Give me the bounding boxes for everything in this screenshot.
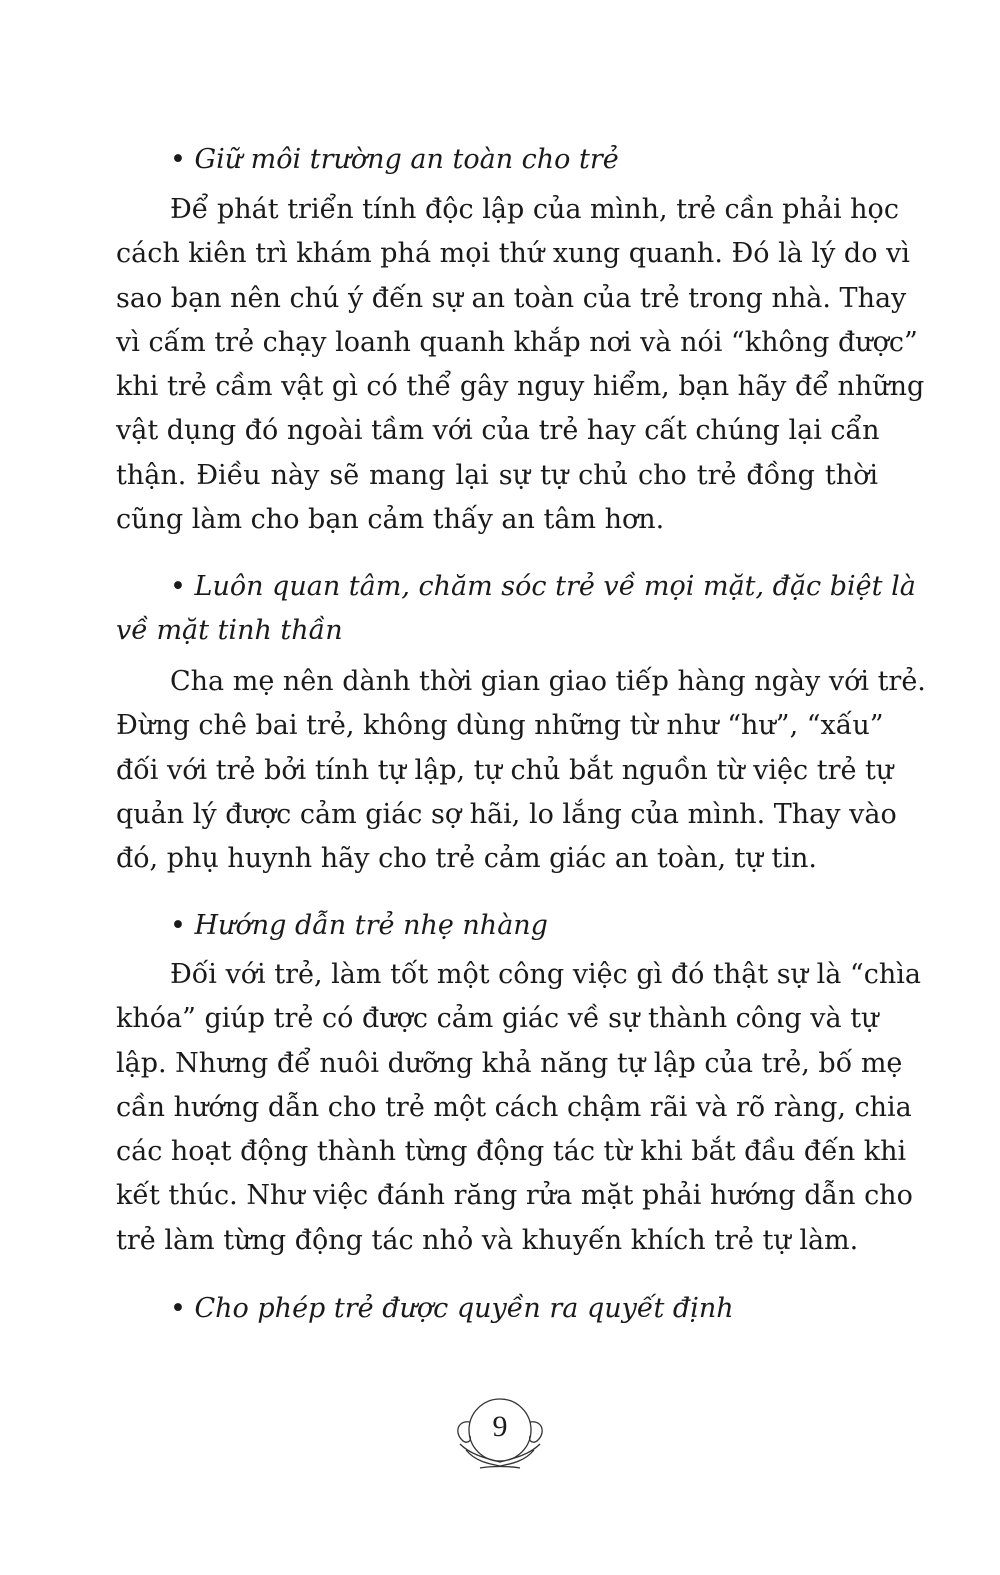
paragraph-line: cách kiên trì khám phá mọi thứ xung quanh. Đó là lý do vì	[116, 238, 910, 270]
paragraph-line: cũng làm cho bạn cảm thấy an tâm hơn.	[116, 504, 665, 536]
paragraph-1	[116, 188, 925, 542]
paragraph-line: Cha mẹ nên dành thời gian giao tiếp hàng ngày với trẻ.	[170, 666, 926, 697]
page-number-text: 9	[492, 1410, 508, 1443]
paragraph-3	[116, 953, 921, 1263]
page-number	[440, 1392, 560, 1472]
paragraph-2	[116, 660, 926, 881]
paragraph-line: đối với trẻ bởi tính tự lập, tự chủ bắt nguồn từ việc trẻ tự	[116, 754, 894, 786]
paragraph-line: Để phát triển tính độc lập của mình, trẻ cần phải học	[170, 194, 899, 225]
paragraph-line: kết thúc. Như việc đánh răng rửa mặt phải hướng dẫn cho	[116, 1180, 913, 1212]
paragraph-line: khóa” giúp trẻ có được cảm giác về sự thành công và tự	[116, 1003, 879, 1035]
heading-1	[116, 138, 878, 182]
heading-2	[116, 565, 916, 654]
paragraph-line: thận. Điều này sẽ mang lại sự tự chủ cho trẻ đồng thời	[116, 459, 878, 491]
paragraph-line: quản lý được cảm giác sợ hãi, lo lắng của mình. Thay vào	[116, 798, 897, 830]
heading-3	[116, 904, 878, 948]
paragraph-line: sao bạn nên chú ý đến sự an toàn của trẻ trong nhà. Thay	[116, 282, 907, 314]
heading-line: • Hướng dẫn trẻ nhẹ nhàng	[170, 910, 548, 941]
paragraph-line: trẻ làm từng động tác nhỏ và khuyến khích trẻ tự làm.	[116, 1224, 859, 1256]
paragraph-line: đó, phụ huynh hãy cho trẻ cảm giác an toàn, tự tin.	[116, 843, 817, 875]
heading-line: • Giữ môi trường an toàn cho trẻ	[170, 144, 619, 175]
paragraph-line: Đừng chê bai trẻ, không dùng những từ như “hư”, “xấu”	[116, 710, 884, 742]
paragraph-line: các hoạt động thành từng động tác từ khi bắt đầu đến khi	[116, 1136, 907, 1168]
heading-line: • Luôn quan tâm, chăm sóc trẻ về mọi mặt, đặc biệt là	[170, 571, 916, 602]
heading-line: về mặt tinh thần	[116, 615, 343, 647]
paragraph-line: vì cấm trẻ chạy loanh quanh khắp nơi và nói “không được”	[116, 326, 918, 358]
heading-4	[116, 1287, 878, 1331]
paragraph-line: Đối với trẻ, làm tốt một công việc gì đó thật sự là “chìa	[170, 959, 921, 990]
paragraph-line: khi trẻ cầm vật gì có thể gây nguy hiểm, bạn hãy để những	[116, 371, 925, 403]
paragraph-line: vật dụng đó ngoài tầm với của trẻ hay cất chúng lại cẩn	[116, 415, 880, 447]
paragraph-line: cần hướng dẫn cho trẻ một cách chậm rãi và rõ ràng, chia	[116, 1091, 912, 1123]
heading-line: • Cho phép trẻ được quyền ra quyết định	[170, 1293, 734, 1324]
paragraph-line: lập. Nhưng để nuôi dưỡng khả năng tự lập của trẻ, bố mẹ	[116, 1047, 903, 1079]
